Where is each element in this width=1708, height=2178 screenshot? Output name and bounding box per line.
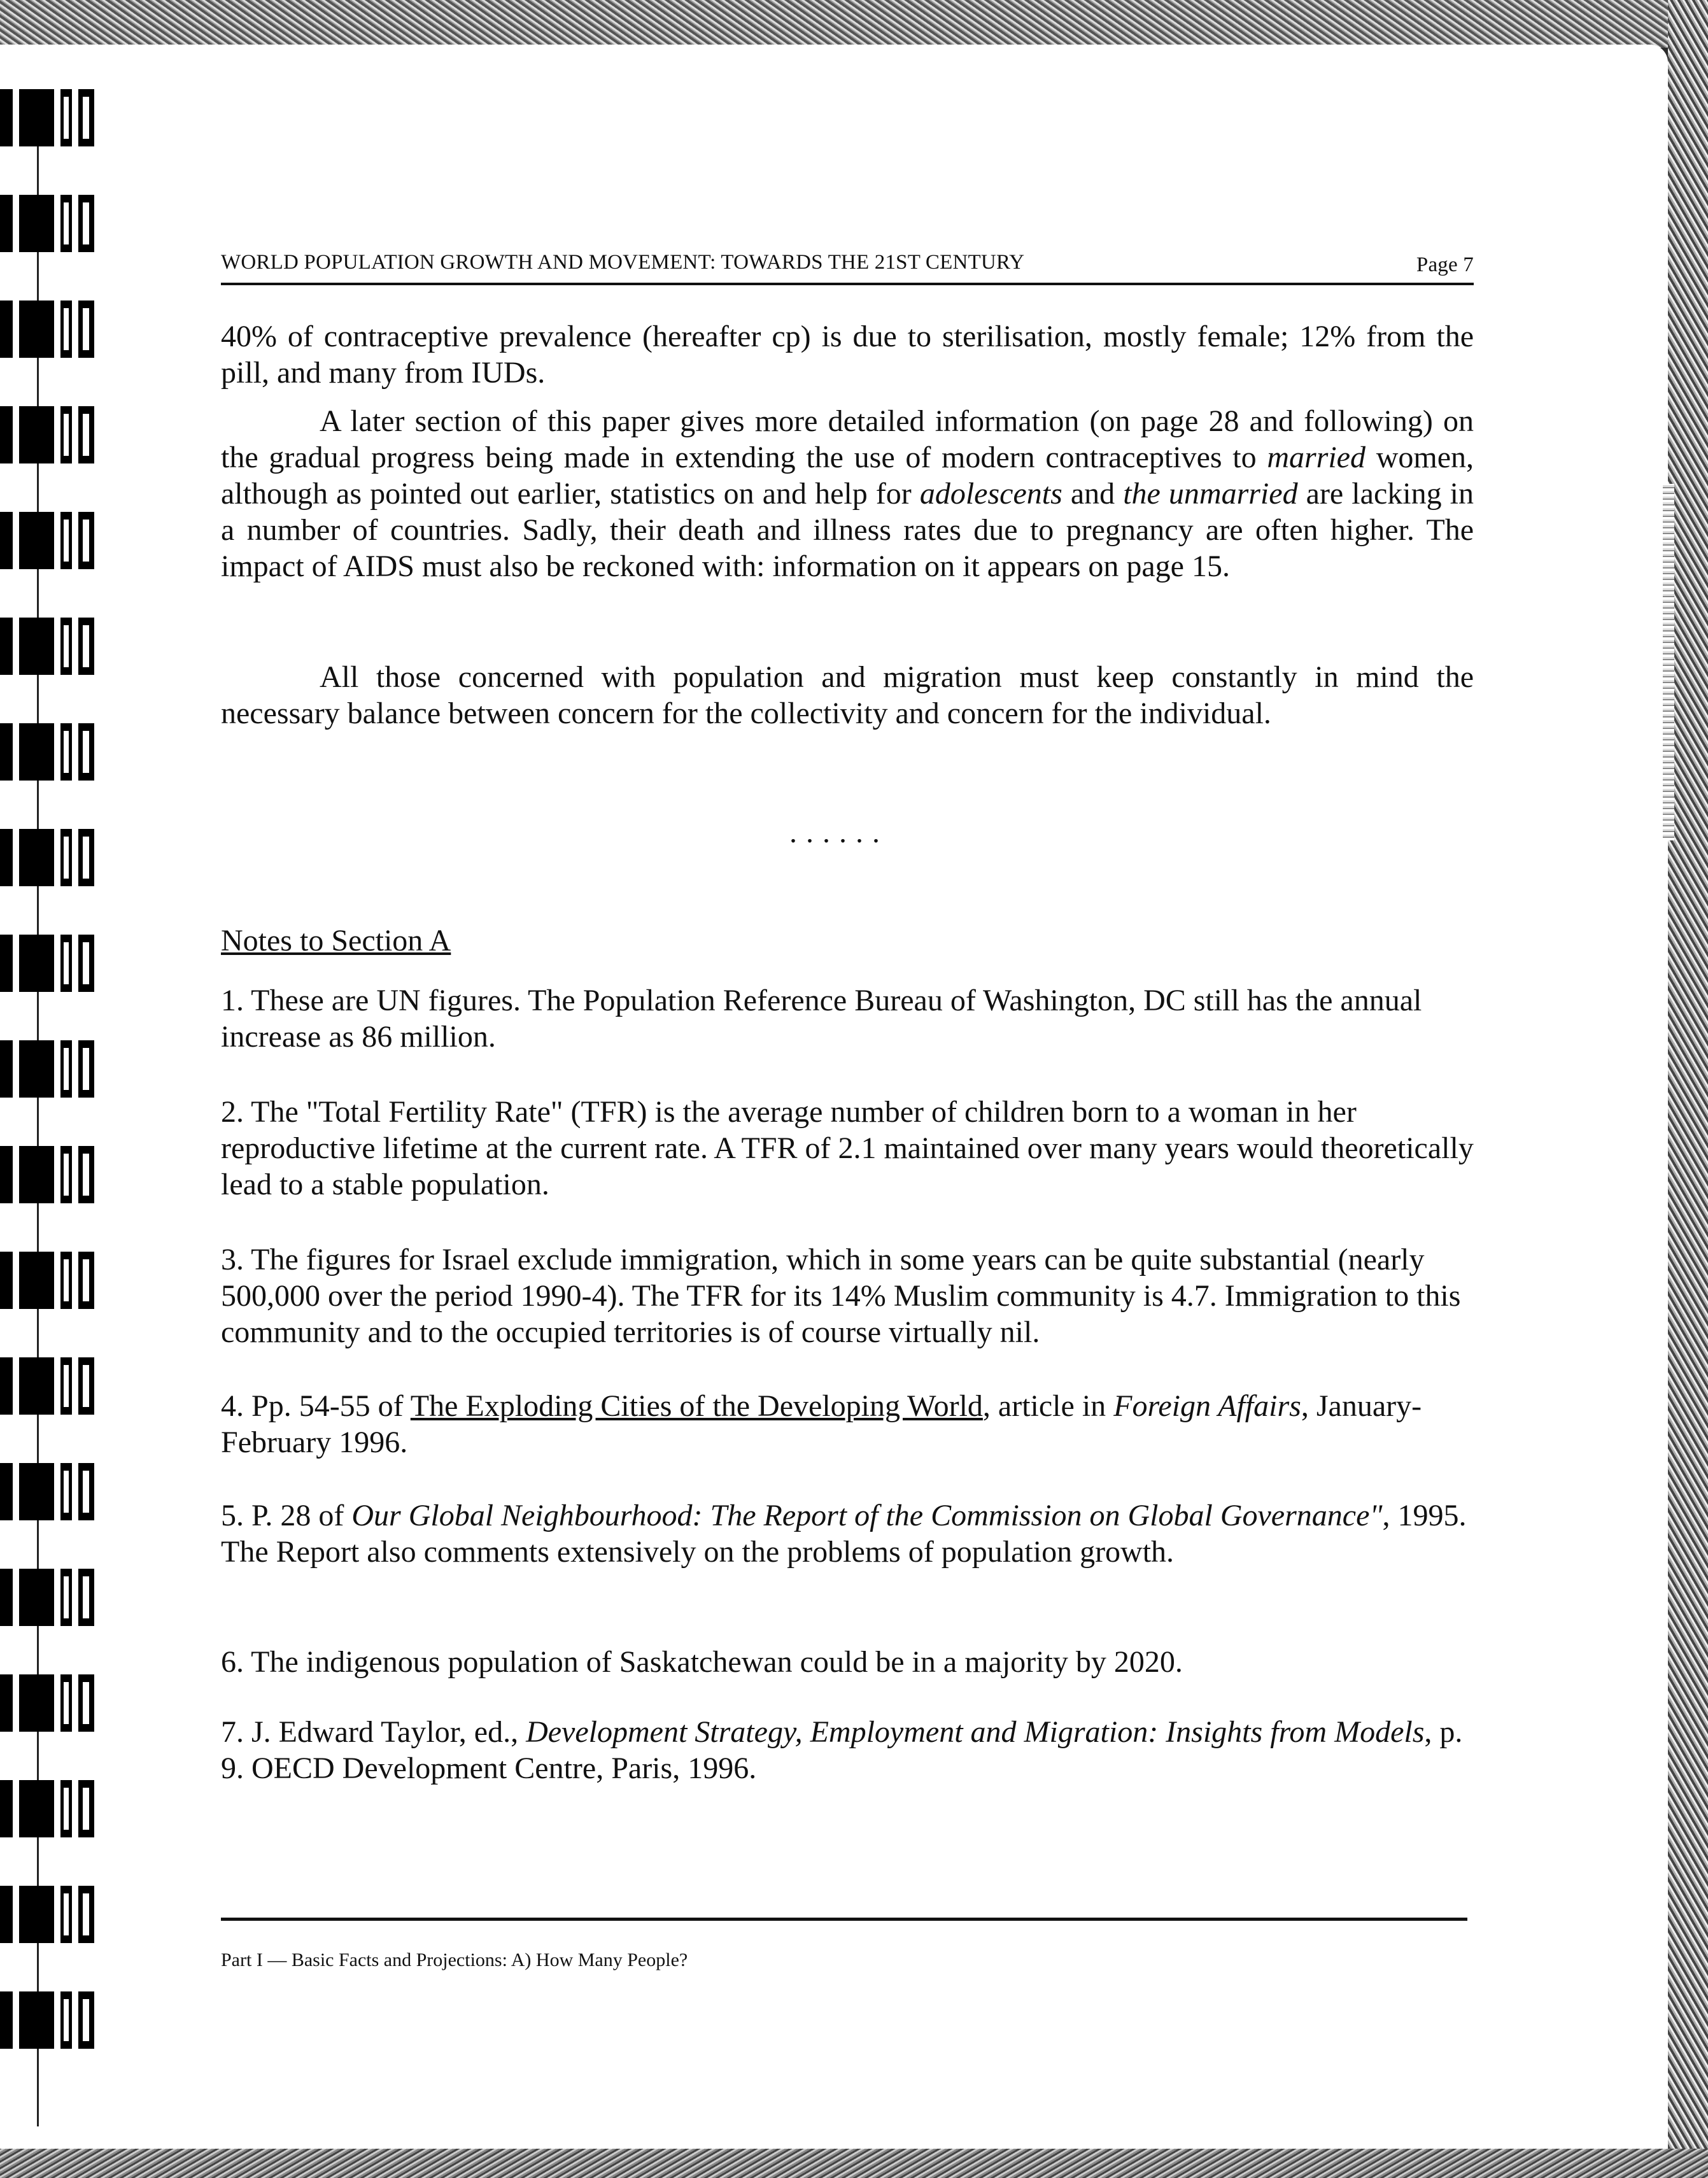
paragraph-2-text-a: A later section of this paper gives more detailed information (on page 28 and following) on the gradual progress being made in extending the use of modern contraceptives to — [221, 404, 1474, 474]
binding-ring — [0, 406, 95, 463]
note-7-text-b: , p. 9. OECD Development Centre, Paris, 1996. — [221, 1715, 1463, 1785]
binding-ring — [0, 512, 95, 569]
note-4-text-c: , January-February 1996. — [221, 1389, 1422, 1459]
note-5-text-b: , 1995. The Report also comments extensively on the problems of population growth. — [221, 1499, 1467, 1569]
binding-ring — [0, 1040, 95, 1098]
binding-ring — [0, 935, 95, 992]
header-title: WORLD POPULATION GROWTH AND MOVEMENT: TOWARDS THE 21ST CENTURY — [221, 251, 1025, 274]
note-3: 3. The figures for Israel exclude immigration, which in some years can be quite substantial (nearly 500,000 over the period 1990-4). The TFR for its 14% Muslim community is 4.7. Immigration to this community and to the occupied territories is of course virtually nil. — [221, 1243, 1461, 1349]
note-2: 2. The "Total Fertility Rate" (TFR) is the average number of children born to a woman in her reproductive lifetime at the current rate. A TFR of 2.1 maintained over many years would theoretically lead to a stable population. — [221, 1095, 1474, 1201]
note-4-article-title: The Exploding Cities of the Developing World — [410, 1389, 983, 1423]
note-4-text-b: , article in — [982, 1389, 1114, 1423]
paragraph-2-text-c: and — [1062, 477, 1124, 511]
binding-ring — [0, 1146, 95, 1203]
page-number: Page 7 — [1416, 253, 1474, 276]
binding-ring — [0, 1252, 95, 1309]
page-tab-strip — [1663, 484, 1674, 840]
binding-ring — [0, 1674, 95, 1732]
note-4-text-a: 4. Pp. 54-55 of — [221, 1389, 411, 1423]
paragraph-1: 40% of contraceptive prevalence (hereafter cp) is due to sterilisation, mostly female; 12% from the pill, and many from IUDs. — [221, 320, 1474, 390]
binding-ring — [0, 1569, 95, 1626]
emphasis-unmarried: the unmarried — [1123, 477, 1298, 511]
notes-heading: Notes to Section A — [221, 924, 451, 958]
binding-ring — [0, 1886, 95, 1943]
scan-edge-right — [1668, 0, 1708, 2178]
note-7-text-a: 7. J. Edward Taylor, ed., — [221, 1715, 526, 1749]
scan-edge-top — [0, 0, 1708, 48]
binding-ring — [0, 618, 95, 675]
note-5-text-a: 5. P. 28 of — [221, 1499, 352, 1532]
binding-ring — [0, 195, 95, 252]
note-7 — [221, 1714, 1474, 1786]
note-5 — [221, 1497, 1474, 1570]
note-1: 1. These are UN figures. The Population Reference Bureau of Washington, DC still has the annual increase as 86 million. — [221, 984, 1422, 1054]
footer-rule — [221, 1918, 1467, 1921]
note-4 — [221, 1388, 1474, 1460]
note-5-report-title: Our Global Neighbourhood: The Report of the Commission on Global Governance" — [351, 1499, 1383, 1532]
spiral-binding — [0, 89, 102, 2126]
paragraph-2 — [221, 403, 1474, 584]
binding-ring — [0, 1780, 95, 1837]
note-7-book-title: Development Strategy, Employment and Migration: Insights from Models — [526, 1715, 1425, 1749]
binding-ring — [0, 89, 95, 146]
binding-ring — [0, 723, 95, 781]
note-4-journal: Foreign Affairs — [1113, 1389, 1301, 1423]
binding-ring — [0, 1357, 95, 1415]
emphasis-married: married — [1267, 441, 1366, 474]
scan-edge-bottom — [0, 2149, 1708, 2178]
binding-ring — [0, 301, 95, 358]
paragraph-2-text-d: are lacking in a number of countries. Sadly, their death and illness rates due to pregnancy are often higher. The impact of AIDS must also be reckoned with: information on it appears on page 15. — [221, 477, 1474, 583]
paragraph-3: All those concerned with population and migration must keep constantly in mind the necessary balance between concern for the collectivity and concern for the individual. — [221, 660, 1474, 730]
binding-ring — [0, 829, 95, 886]
running-header — [221, 251, 1474, 285]
emphasis-adolescents: adolescents — [919, 477, 1062, 511]
paragraph-2-text-b: women, although as pointed out earlier, statistics on and help for — [221, 441, 1474, 511]
binding-ring — [0, 1991, 95, 2049]
note-6: 6. The indigenous population of Saskatchewan could be in a majority by 2020. — [221, 1645, 1183, 1679]
running-footer: Part I — Basic Facts and Projections: A) How Many People? — [221, 1949, 688, 1970]
binding-ring — [0, 1463, 95, 1520]
section-separator: ...... — [789, 816, 889, 849]
